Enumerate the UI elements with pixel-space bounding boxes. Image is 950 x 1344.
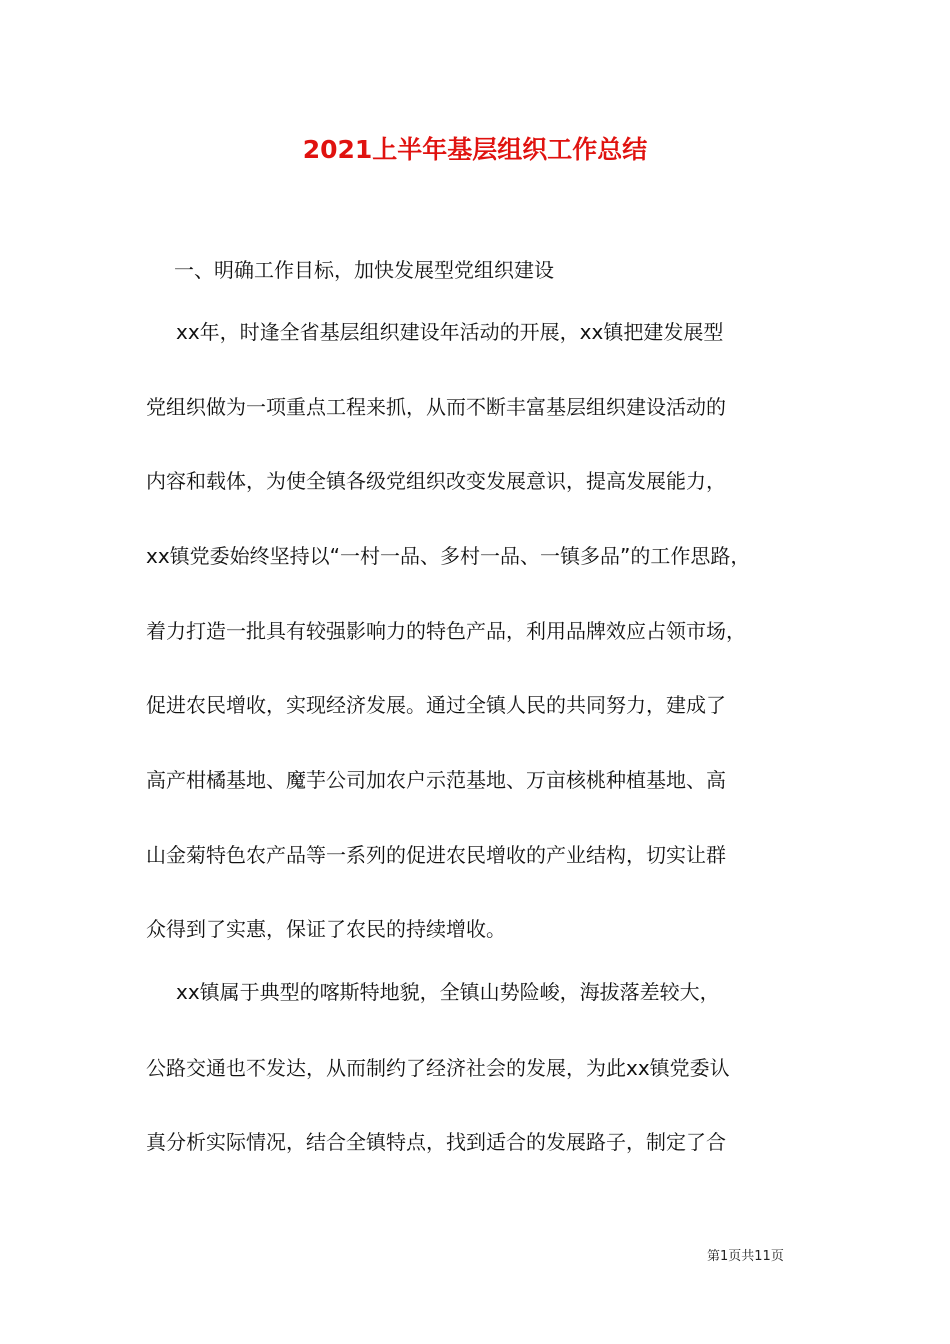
paragraph-line: xx镇党委始终坚持以“一村一品、多村一品、一镇多品”的工作思路， (146, 544, 751, 568)
paragraph-line: 促进农民增收，实现经济发展。通过全镇人民的共同努力，建成了 (146, 693, 726, 717)
paragraph-line: 山金菊特色农产品等一系列的促进农民增收的产业结构，切实让群 (146, 843, 726, 867)
paragraph-line: 内容和载体，为使全镇各级党组织改变发展意识，提高发展能力， (146, 469, 726, 493)
paragraph-line: 着力打造一批具有较强影响力的特色产品，利用品牌效应占领市场， (146, 619, 746, 643)
paragraph-line: 众得到了实惠，保证了农民的持续增收。 (146, 917, 506, 941)
paragraph-line: 公路交通也不发达，从而制约了经济社会的发展，为此xx镇党委认 (146, 1056, 730, 1080)
page-title: 2021上半年基层组织工作总结 (302, 135, 648, 164)
paragraph-line: 真分析实际情况，结合全镇特点，找到适合的发展路子，制定了合 (146, 1130, 726, 1154)
section-heading: 一、明确工作目标，加快发展型党组织建设 (174, 258, 554, 282)
paragraph-line: 高产柑橘基地、魔芋公司加农户示范基地、万亩核桃种植基地、高 (146, 768, 726, 792)
paragraph-line: 党组织做为一项重点工程来抓，从而不断丰富基层组织建设活动的 (146, 395, 726, 419)
page-indicator: 第1页共11页 (707, 1249, 784, 1264)
paragraph-line: xx镇属于典型的喀斯特地貌，全镇山势险峻，海拔落差较大， (176, 980, 720, 1004)
paragraph-line: xx年，时逢全省基层组织建设年活动的开展，xx镇把建发展型 (176, 320, 724, 344)
